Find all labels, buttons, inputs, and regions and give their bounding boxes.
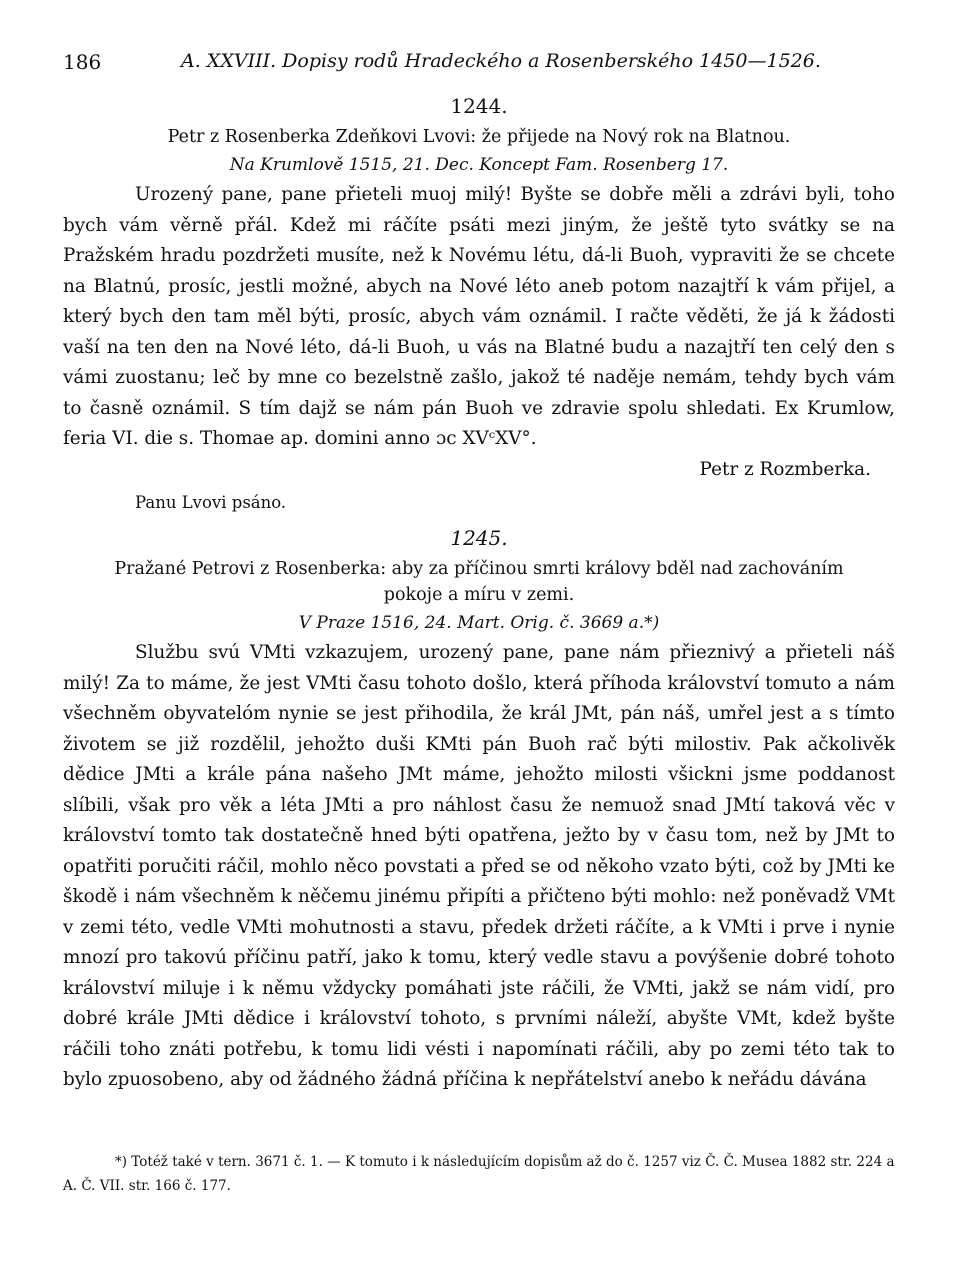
letter-body xyxy=(63,180,895,455)
letter-summary: Pražané Petrovi z Rosenberka: aby za příčinou smrti královy bděl nad zachováním pokoje a míru v zemi. xyxy=(114,559,844,605)
letter-number: 1244. xyxy=(450,94,508,118)
letter-meta: V Praze 1516, 24. Mart. Orig. č. 3669 a.*) xyxy=(298,613,660,633)
address-note: Panu Lvovi psáno. xyxy=(135,493,287,512)
running-head xyxy=(63,40,895,84)
letter-summary: Petr z Rosenberka Zdeňkovi Lvovi: že přijede na Nový rok na Blatnou. xyxy=(167,127,791,147)
page xyxy=(63,40,895,1096)
page-number: 186 xyxy=(63,50,102,74)
letter-1244 xyxy=(63,94,895,512)
letter-text: Urozený pane, pane přieteli muoj milý! Byšte se dobře měli a zdrávi byli, toho bych vám věrně přál. Kdež mi ráčíte psáti mezi jiným, že ještě tyto svátky se na Pražském hradu pozdržeti musíte, než k Novému létu, dá-li Buoh, vypraviti že se chcete na Blatnú, prosíc, jestli možné, abych na Nové léto aneb potom nazajtří k vám přijel, a který bych den tam měl býti, prosíc, abych vám oznámil. I račte věděti, že já k žádosti vaší na ten den na Nové léto, dá-li Buoh, u vás na Blatné budu a nazajtří ten celý den s vámi zuostanu; leč by mne co bezelstně zašlo, jakož té naděje nemám, tehdy bych vám to časně oznámil. S tím dajž se nám pán Buoh ve zdravie spolu shledati. Ex Krumlow, feria VI. die s. Thomae ap. domini anno ɔc XVᶜXV°. xyxy=(63,184,895,449)
letter-1245 xyxy=(63,526,895,1096)
letter-number: 1245. xyxy=(450,526,508,550)
running-title: A. XXVIII. Dopisy rodů Hradeckého a Rosenberského 1450—1526. xyxy=(181,50,821,72)
letter-body xyxy=(63,638,895,1096)
footnotes xyxy=(63,1150,895,1198)
letter-text: Službu svú VMti vzkazujem, urozený pane, pane nám přieznivý a přieteli náš milý! Za to máme, že jest VMti času tohoto došlo, která příhoda království tomuto a nám všechněm obyvatelóm nynie se jest přihodila, že král JMt, pán náš, umřel jest a s tímto životem se již rozdělil, jehožto duši KMti pán Buoh rač býti milostiv. Pak ačkolivěk dědice JMti a krále pána našeho JMt máme, jehožto milosti všickni jsme poddanost slíbili, však pro věk a léta JMti a pro náhlost času že nemuož snad JMtí taková věc v království tomto tak dostatečně hned býti opatřena, ježto by v času tom, než by JMt to opatřiti poručiti ráčil, mohlo něco povstati a před se od někoho vzato býti, což by JMti ke škodě i nám všechněm k něčemu jinému připíti a přičteno býti mohlo: než poněvadž VMt v zemi této, vedle VMti mohutnosti a stavu, předek držeti ráčíte, a k VMti i prve i nynie mnozí pro takovú příčinu patří, jako k tomu, který vedle stavu a povýšenie dobré tohoto království miluje i k němu vždycky pomáhati jste ráčili, že VMti, jakž se nám vidí, pro dobré krále JMti dědice i království tohoto, s prvními náleží, abyšte VMt, kdež byšte ráčili toho znáti potřebu, k tomu lidi vésti i napomínati ráčili, aby po zemi této tak to bylo zpuosobeno, aby od žádného žádná příčina k nepřátelství anebo k neřádu dávána xyxy=(63,642,895,1090)
signature: Petr z Rozmberka. xyxy=(699,458,871,480)
letter-meta: Na Krumlově 1515, 21. Dec. Koncept Fam. Rosenberg 17. xyxy=(229,155,729,175)
footnote: *) Totéž také v tern. 3671 č. 1. — K tomuto i k následujícím dopisům až do č. 1257 viz Č. Č. Musea 1882 str. 224 a A. Č. VII. str. 166 č. 177. xyxy=(63,1154,895,1194)
closing-row xyxy=(63,455,895,486)
